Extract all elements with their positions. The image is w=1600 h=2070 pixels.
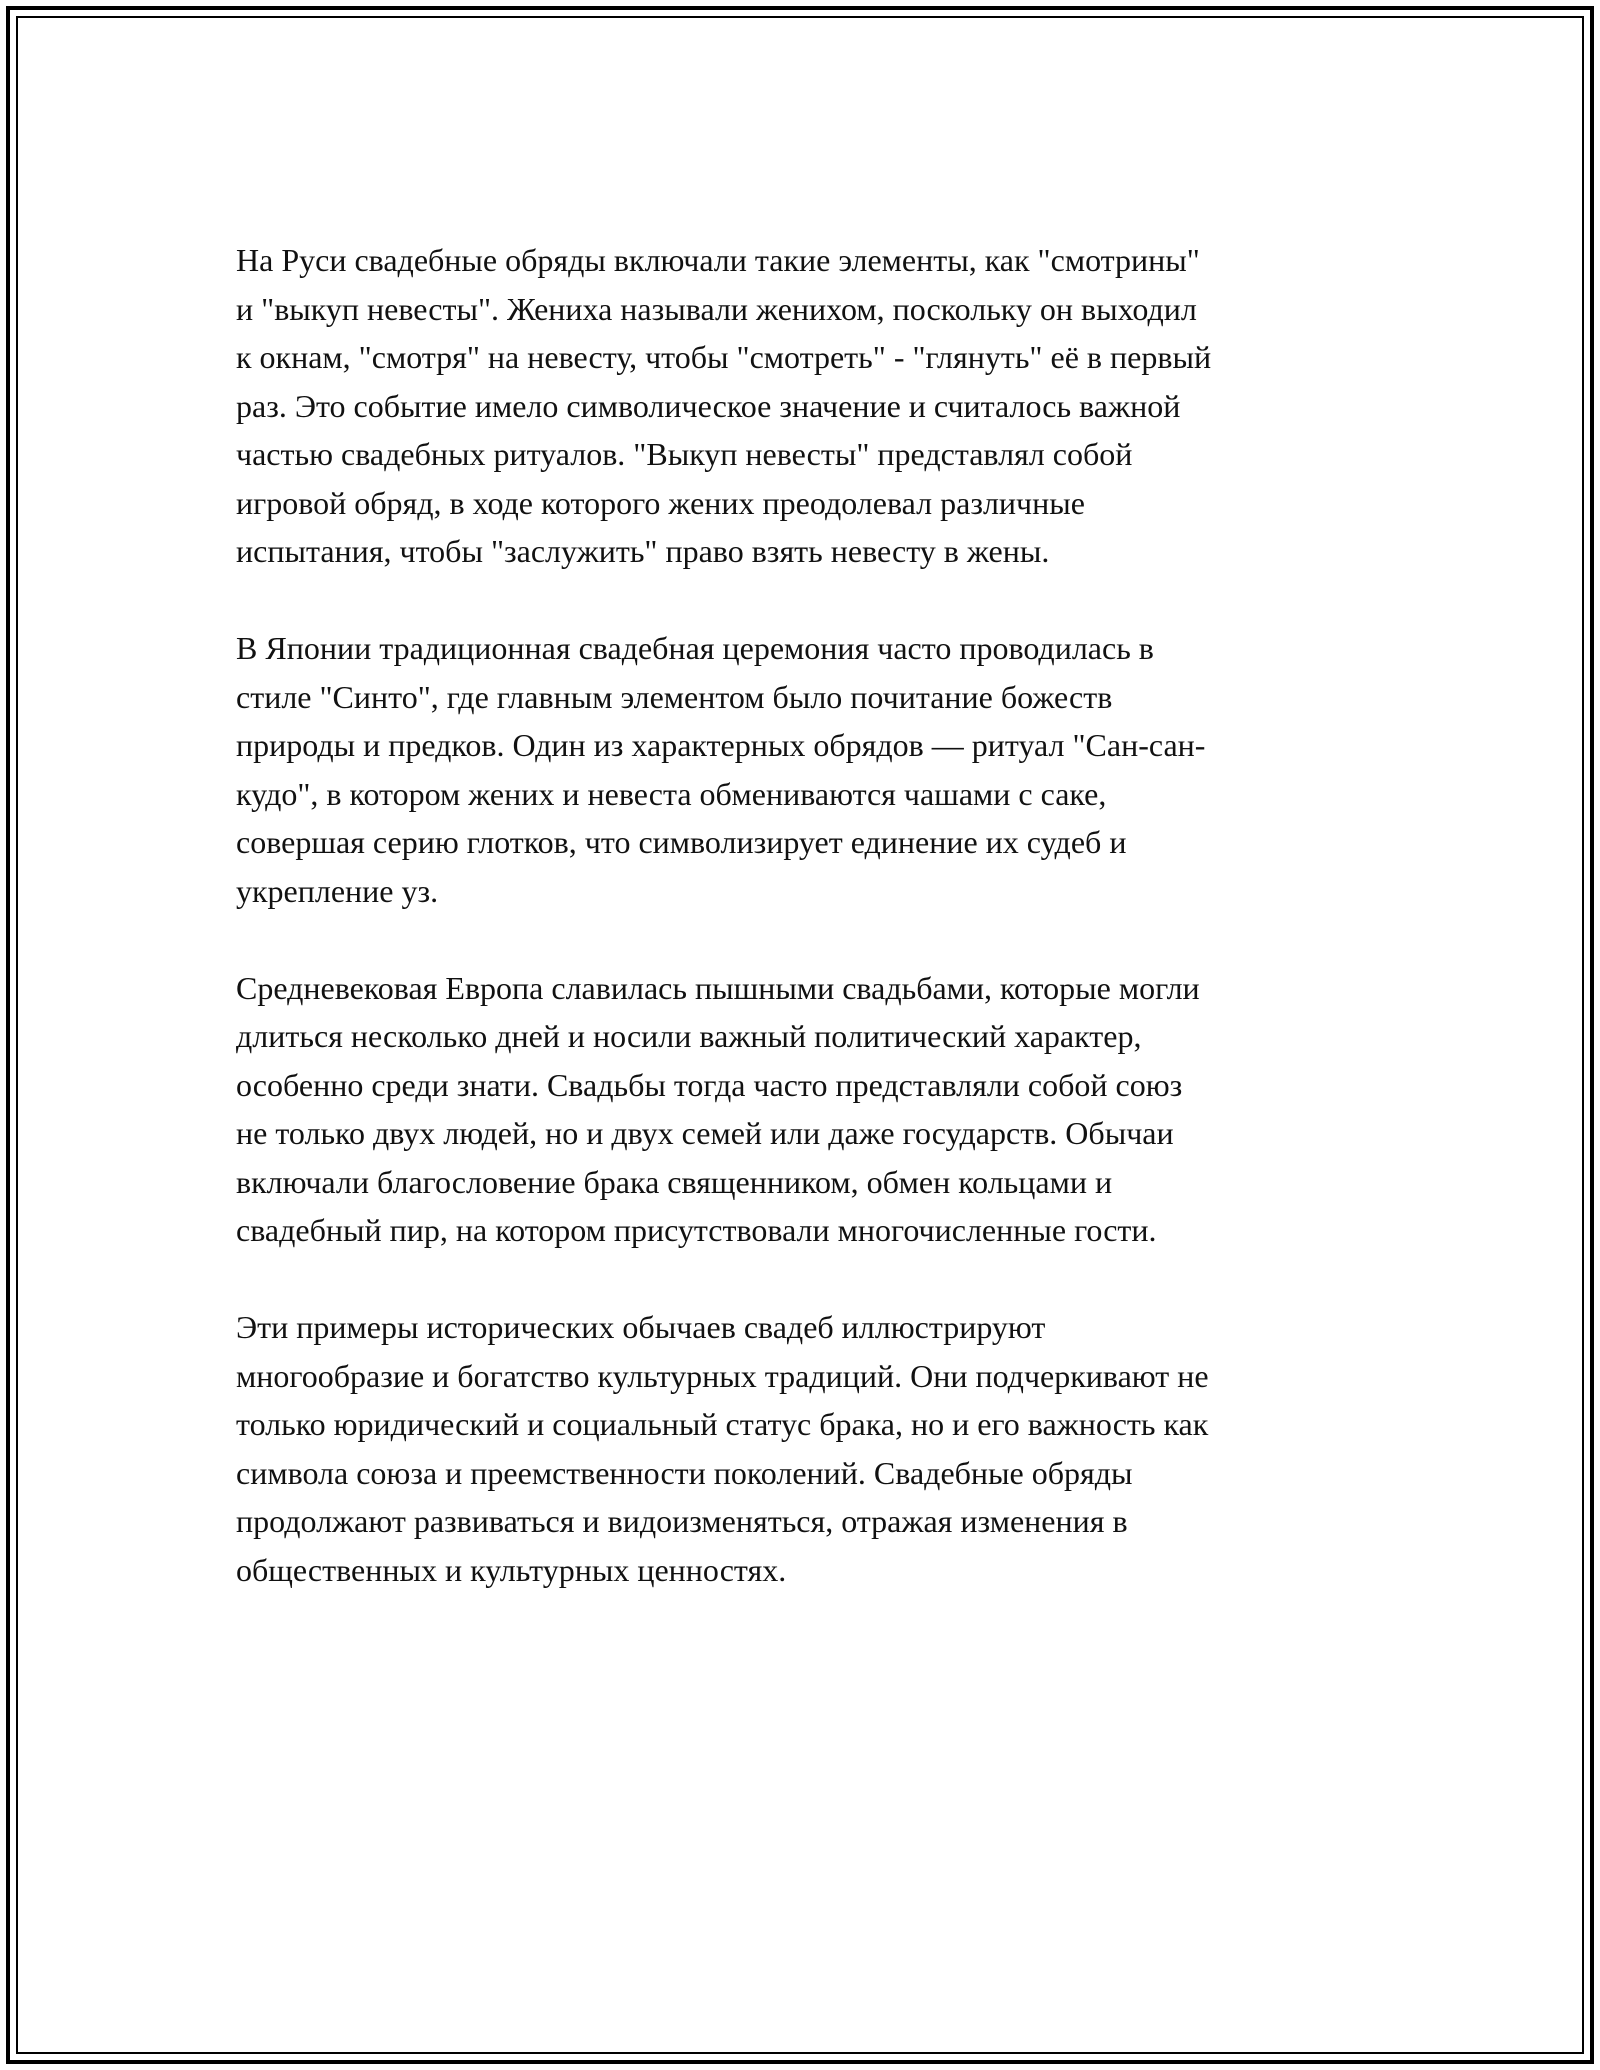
text-line: длиться несколько дней и носили важный политический характер,: [236, 1018, 1142, 1054]
text-line: многообразие и богатство культурных традиций. Они подчеркивают не: [236, 1357, 1209, 1394]
text-line: стиле "Синто", где главным элементом было почитание божеств: [236, 678, 1113, 715]
document-body: [236, 236, 1376, 1643]
paragraph-japan-wedding: [236, 624, 1376, 915]
text-line: особенно среди знати. Свадьбы тогда часто представляли собой союз: [236, 1066, 1183, 1103]
paragraph-medieval-europe: [236, 964, 1376, 1255]
text-line: продолжают развиваться и видоизменяться, отражая изменения в: [236, 1503, 1128, 1539]
text-line: общественных и культурных ценностях.: [236, 1551, 787, 1588]
text-line: только юридический и социальный статус брака, но и его важность как: [236, 1406, 1209, 1442]
text-line: игровой обряд, в ходе которого жених преодолевал различные: [236, 484, 1085, 521]
text-line: укрепление уз.: [236, 872, 439, 909]
text-line: свадебный пир, на котором присутствовали многочисленные гости.: [236, 1212, 1157, 1248]
text-line: раз. Это событие имело символическое значение и считалось важной: [236, 387, 1181, 424]
text-line: символа союза и преемственности поколений. Свадебные обряды: [236, 1454, 1133, 1491]
text-line: На Руси свадебные обряды включали такие элементы, как "смотрины": [236, 242, 1200, 278]
text-line: Эти примеры исторических обычаев свадеб иллюстрируют: [236, 1309, 1046, 1345]
text-line: совершая серию глотков, что символизирует единение их судеб и: [236, 824, 1127, 860]
paragraph-conclusion: [236, 1303, 1376, 1594]
text-line: и "выкуп невесты". Жениха называли женихом, поскольку он выходил: [236, 290, 1197, 327]
text-line: включали благословение брака священником, обмен кольцами и: [236, 1163, 1113, 1200]
text-line: к окнам, "смотря" на невесту, чтобы "смотреть" - "глянуть" её в первый: [236, 339, 1212, 375]
paragraph-rus-wedding: [236, 236, 1376, 576]
text-line: В Японии традиционная свадебная церемония часто проводилась в: [236, 630, 1154, 666]
text-line: природы и предков. Один из характерных обрядов — ритуал "Сан-сан-: [236, 727, 1206, 763]
text-line: частью свадебных ритуалов. "Выкуп невесты" представлял собой: [236, 436, 1133, 472]
text-line: испытания, чтобы "заслужить" право взять невесту в жены.: [236, 533, 1050, 569]
text-line: кудо", в котором жених и невеста обмениваются чашами с саке,: [236, 775, 1107, 812]
text-line: Средневековая Европа славилась пышными свадьбами, которые могли: [236, 969, 1200, 1006]
text-line: не только двух людей, но и двух семей или даже государств. Обычаи: [236, 1115, 1174, 1151]
